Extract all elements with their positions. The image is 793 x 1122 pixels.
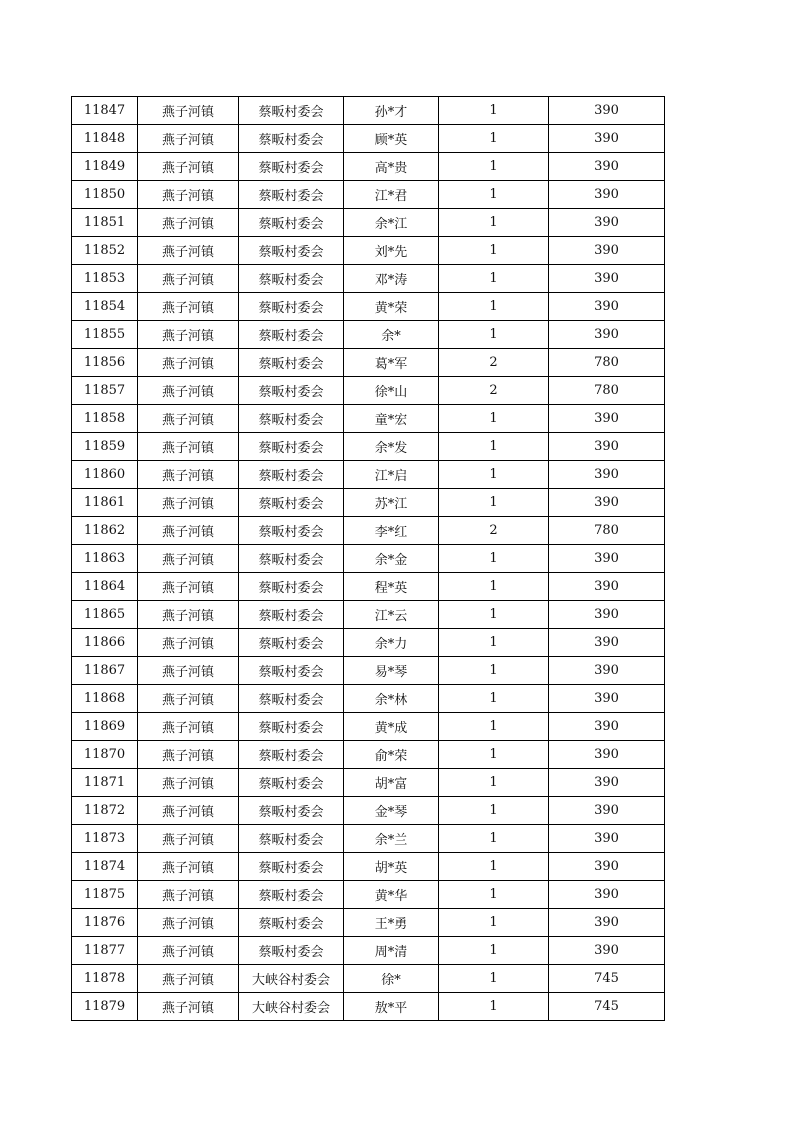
cell-village: 蔡畈村委会: [239, 433, 344, 461]
cell-village: 蔡畈村委会: [239, 405, 344, 433]
cell-count: 1: [439, 769, 549, 797]
cell-town: 燕子河镇: [138, 993, 239, 1021]
cell-town: 燕子河镇: [138, 629, 239, 657]
cell-town: 燕子河镇: [138, 573, 239, 601]
cell-town: 燕子河镇: [138, 405, 239, 433]
cell-amount: 390: [549, 713, 665, 741]
cell-id: 11851: [72, 209, 138, 237]
cell-town: 燕子河镇: [138, 97, 239, 125]
cell-town: 燕子河镇: [138, 741, 239, 769]
cell-name: 余*兰: [344, 825, 439, 853]
cell-amount: 390: [549, 153, 665, 181]
table-row: [72, 573, 665, 601]
cell-amount: 390: [549, 573, 665, 601]
table-row: [72, 293, 665, 321]
cell-amount: 390: [549, 181, 665, 209]
cell-town: 燕子河镇: [138, 713, 239, 741]
cell-id: 11868: [72, 685, 138, 713]
cell-amount: 390: [549, 853, 665, 881]
cell-name: 王*勇: [344, 909, 439, 937]
subsidy-table: [71, 96, 665, 1021]
cell-id: 11854: [72, 293, 138, 321]
cell-count: 1: [439, 461, 549, 489]
cell-count: 1: [439, 237, 549, 265]
cell-amount: 390: [549, 209, 665, 237]
cell-village: 大峡谷村委会: [239, 993, 344, 1021]
cell-amount: 390: [549, 461, 665, 489]
cell-town: 燕子河镇: [138, 825, 239, 853]
cell-count: 1: [439, 853, 549, 881]
cell-id: 11871: [72, 769, 138, 797]
cell-amount: 390: [549, 601, 665, 629]
cell-id: 11875: [72, 881, 138, 909]
cell-amount: 390: [549, 629, 665, 657]
cell-town: 燕子河镇: [138, 489, 239, 517]
cell-amount: 780: [549, 349, 665, 377]
cell-count: 2: [439, 377, 549, 405]
cell-id: 11848: [72, 125, 138, 153]
cell-count: 1: [439, 993, 549, 1021]
cell-village: 蔡畈村委会: [239, 601, 344, 629]
cell-id: 11866: [72, 629, 138, 657]
cell-town: 燕子河镇: [138, 909, 239, 937]
table-row: [72, 461, 665, 489]
cell-name: 余*力: [344, 629, 439, 657]
cell-town: 燕子河镇: [138, 881, 239, 909]
cell-village: 蔡畈村委会: [239, 293, 344, 321]
cell-village: 蔡畈村委会: [239, 713, 344, 741]
cell-village: 蔡畈村委会: [239, 237, 344, 265]
cell-amount: 390: [549, 97, 665, 125]
cell-town: 燕子河镇: [138, 657, 239, 685]
cell-id: 11869: [72, 713, 138, 741]
cell-village: 蔡畈村委会: [239, 909, 344, 937]
cell-count: 1: [439, 181, 549, 209]
cell-name: 余*: [344, 321, 439, 349]
cell-name: 刘*先: [344, 237, 439, 265]
cell-count: 2: [439, 517, 549, 545]
cell-name: 敖*平: [344, 993, 439, 1021]
table-row: [72, 685, 665, 713]
cell-town: 燕子河镇: [138, 685, 239, 713]
cell-town: 燕子河镇: [138, 321, 239, 349]
cell-name: 葛*军: [344, 349, 439, 377]
table-row: [72, 517, 665, 545]
cell-name: 胡*富: [344, 769, 439, 797]
cell-count: 1: [439, 293, 549, 321]
cell-town: 燕子河镇: [138, 965, 239, 993]
cell-village: 蔡畈村委会: [239, 685, 344, 713]
cell-amount: 390: [549, 237, 665, 265]
cell-id: 11860: [72, 461, 138, 489]
cell-amount: 390: [549, 825, 665, 853]
cell-village: 蔡畈村委会: [239, 97, 344, 125]
cell-village: 蔡畈村委会: [239, 657, 344, 685]
cell-count: 1: [439, 741, 549, 769]
cell-count: 2: [439, 349, 549, 377]
table-row: [72, 601, 665, 629]
cell-name: 江*君: [344, 181, 439, 209]
cell-id: 11864: [72, 573, 138, 601]
cell-amount: 390: [549, 909, 665, 937]
cell-village: 蔡畈村委会: [239, 797, 344, 825]
cell-name: 胡*英: [344, 853, 439, 881]
cell-count: 1: [439, 825, 549, 853]
cell-count: 1: [439, 209, 549, 237]
table-body: [72, 97, 665, 1021]
cell-name: 顾*英: [344, 125, 439, 153]
table-row: [72, 153, 665, 181]
table-row: [72, 97, 665, 125]
cell-amount: 390: [549, 937, 665, 965]
table-row: [72, 825, 665, 853]
table-row: [72, 321, 665, 349]
table-row: [72, 237, 665, 265]
table-row: [72, 181, 665, 209]
cell-amount: 390: [549, 433, 665, 461]
cell-id: 11863: [72, 545, 138, 573]
cell-town: 燕子河镇: [138, 601, 239, 629]
cell-id: 11853: [72, 265, 138, 293]
cell-id: 11857: [72, 377, 138, 405]
cell-id: 11850: [72, 181, 138, 209]
cell-amount: 390: [549, 265, 665, 293]
cell-amount: 390: [549, 293, 665, 321]
cell-town: 燕子河镇: [138, 265, 239, 293]
cell-village: 蔡畈村委会: [239, 321, 344, 349]
cell-town: 燕子河镇: [138, 797, 239, 825]
cell-count: 1: [439, 405, 549, 433]
table-row: [72, 125, 665, 153]
cell-count: 1: [439, 965, 549, 993]
cell-village: 蔡畈村委会: [239, 825, 344, 853]
cell-village: 蔡畈村委会: [239, 265, 344, 293]
cell-name: 黄*荣: [344, 293, 439, 321]
cell-id: 11856: [72, 349, 138, 377]
cell-name: 高*贵: [344, 153, 439, 181]
cell-amount: 745: [549, 965, 665, 993]
cell-count: 1: [439, 937, 549, 965]
cell-amount: 390: [549, 125, 665, 153]
cell-village: 蔡畈村委会: [239, 377, 344, 405]
table-row: [72, 489, 665, 517]
cell-id: 11849: [72, 153, 138, 181]
table-row: [72, 349, 665, 377]
cell-amount: 390: [549, 321, 665, 349]
table-row: [72, 881, 665, 909]
cell-id: 11855: [72, 321, 138, 349]
cell-town: 燕子河镇: [138, 153, 239, 181]
cell-count: 1: [439, 685, 549, 713]
cell-village: 蔡畈村委会: [239, 629, 344, 657]
cell-id: 11865: [72, 601, 138, 629]
cell-name: 李*红: [344, 517, 439, 545]
cell-village: 蔡畈村委会: [239, 461, 344, 489]
cell-id: 11879: [72, 993, 138, 1021]
cell-id: 11867: [72, 657, 138, 685]
cell-id: 11859: [72, 433, 138, 461]
cell-town: 燕子河镇: [138, 125, 239, 153]
cell-id: 11876: [72, 909, 138, 937]
table-row: [72, 265, 665, 293]
cell-name: 江*云: [344, 601, 439, 629]
table-row: [72, 769, 665, 797]
cell-count: 1: [439, 797, 549, 825]
cell-village: 蔡畈村委会: [239, 489, 344, 517]
cell-village: 蔡畈村委会: [239, 517, 344, 545]
cell-village: 蔡畈村委会: [239, 153, 344, 181]
cell-town: 燕子河镇: [138, 209, 239, 237]
cell-count: 1: [439, 629, 549, 657]
cell-count: 1: [439, 909, 549, 937]
cell-id: 11878: [72, 965, 138, 993]
cell-id: 11847: [72, 97, 138, 125]
cell-name: 江*启: [344, 461, 439, 489]
cell-amount: 780: [549, 517, 665, 545]
cell-count: 1: [439, 433, 549, 461]
cell-name: 余*金: [344, 545, 439, 573]
cell-id: 11874: [72, 853, 138, 881]
table-row: [72, 909, 665, 937]
cell-amount: 390: [549, 797, 665, 825]
cell-amount: 390: [549, 657, 665, 685]
cell-name: 孙*才: [344, 97, 439, 125]
cell-name: 黄*华: [344, 881, 439, 909]
cell-name: 余*林: [344, 685, 439, 713]
table-row: [72, 657, 665, 685]
cell-count: 1: [439, 265, 549, 293]
cell-town: 燕子河镇: [138, 769, 239, 797]
cell-amount: 390: [549, 769, 665, 797]
table-row: [72, 937, 665, 965]
cell-count: 1: [439, 321, 549, 349]
cell-name: 余*江: [344, 209, 439, 237]
cell-town: 燕子河镇: [138, 461, 239, 489]
table-row: [72, 629, 665, 657]
cell-count: 1: [439, 881, 549, 909]
cell-town: 燕子河镇: [138, 349, 239, 377]
cell-village: 蔡畈村委会: [239, 545, 344, 573]
cell-village: 蔡畈村委会: [239, 209, 344, 237]
cell-name: 金*琴: [344, 797, 439, 825]
cell-count: 1: [439, 573, 549, 601]
cell-count: 1: [439, 601, 549, 629]
cell-count: 1: [439, 153, 549, 181]
cell-name: 余*发: [344, 433, 439, 461]
table-row: [72, 377, 665, 405]
cell-name: 易*琴: [344, 657, 439, 685]
cell-id: 11872: [72, 797, 138, 825]
cell-count: 1: [439, 545, 549, 573]
cell-count: 1: [439, 125, 549, 153]
cell-amount: 780: [549, 377, 665, 405]
cell-village: 蔡畈村委会: [239, 573, 344, 601]
cell-village: 蔡畈村委会: [239, 349, 344, 377]
table-row: [72, 209, 665, 237]
cell-village: 蔡畈村委会: [239, 181, 344, 209]
cell-name: 周*清: [344, 937, 439, 965]
table-row: [72, 853, 665, 881]
cell-town: 燕子河镇: [138, 853, 239, 881]
cell-amount: 390: [549, 881, 665, 909]
cell-count: 1: [439, 657, 549, 685]
cell-id: 11858: [72, 405, 138, 433]
cell-id: 11861: [72, 489, 138, 517]
cell-amount: 390: [549, 489, 665, 517]
cell-village: 蔡畈村委会: [239, 853, 344, 881]
cell-town: 燕子河镇: [138, 237, 239, 265]
cell-count: 1: [439, 97, 549, 125]
cell-town: 燕子河镇: [138, 937, 239, 965]
cell-name: 徐*: [344, 965, 439, 993]
cell-name: 程*英: [344, 573, 439, 601]
table-row: [72, 545, 665, 573]
cell-id: 11870: [72, 741, 138, 769]
cell-town: 燕子河镇: [138, 181, 239, 209]
cell-village: 蔡畈村委会: [239, 937, 344, 965]
cell-village: 蔡畈村委会: [239, 125, 344, 153]
cell-id: 11862: [72, 517, 138, 545]
cell-id: 11873: [72, 825, 138, 853]
cell-village: 蔡畈村委会: [239, 741, 344, 769]
cell-amount: 390: [549, 405, 665, 433]
cell-name: 苏*江: [344, 489, 439, 517]
table-row: [72, 713, 665, 741]
table-row: [72, 433, 665, 461]
table-row: [72, 965, 665, 993]
cell-village: 蔡畈村委会: [239, 769, 344, 797]
table-row: [72, 405, 665, 433]
table-row: [72, 741, 665, 769]
cell-amount: 390: [549, 685, 665, 713]
cell-count: 1: [439, 489, 549, 517]
cell-amount: 390: [549, 545, 665, 573]
cell-id: 11877: [72, 937, 138, 965]
cell-name: 黄*成: [344, 713, 439, 741]
cell-town: 燕子河镇: [138, 545, 239, 573]
cell-count: 1: [439, 713, 549, 741]
cell-name: 邓*涛: [344, 265, 439, 293]
table-row: [72, 993, 665, 1021]
cell-village: 大峡谷村委会: [239, 965, 344, 993]
cell-amount: 745: [549, 993, 665, 1021]
cell-amount: 390: [549, 741, 665, 769]
cell-town: 燕子河镇: [138, 517, 239, 545]
table-row: [72, 797, 665, 825]
cell-id: 11852: [72, 237, 138, 265]
cell-name: 童*宏: [344, 405, 439, 433]
cell-village: 蔡畈村委会: [239, 881, 344, 909]
cell-town: 燕子河镇: [138, 433, 239, 461]
cell-town: 燕子河镇: [138, 293, 239, 321]
cell-name: 俞*荣: [344, 741, 439, 769]
cell-town: 燕子河镇: [138, 377, 239, 405]
cell-name: 徐*山: [344, 377, 439, 405]
